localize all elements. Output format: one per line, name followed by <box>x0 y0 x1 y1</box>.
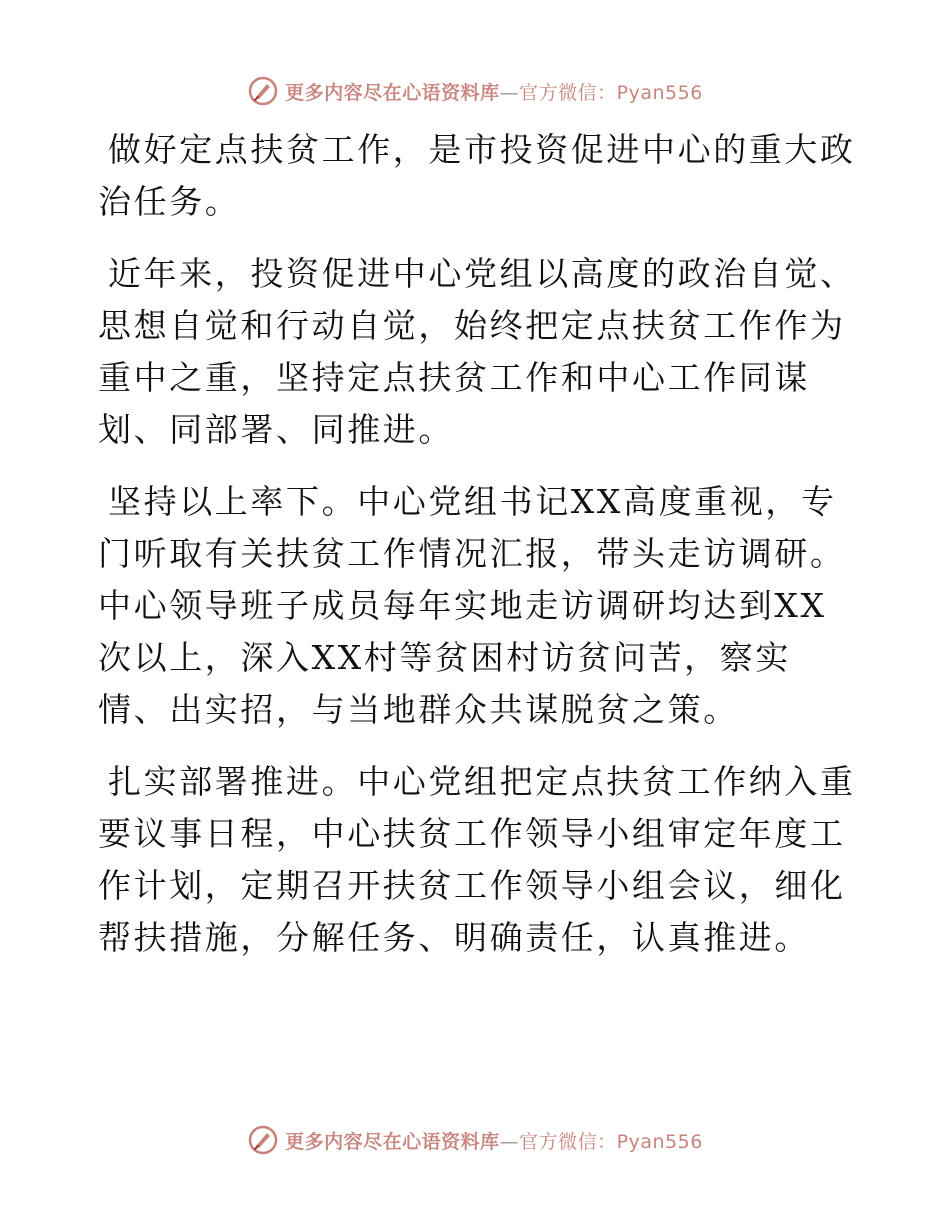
watermark-text <box>285 1127 703 1154</box>
document-body <box>98 124 858 984</box>
watermark-dash: — <box>499 1130 520 1153</box>
paragraph-text: 扎实部署推进。中心党组把定点扶贫工作纳入重要议事日程，中心扶贫工作领导小组审定年度工作计划，定期召开扶贫工作领导小组会议，细化帮扶措施，分解任务、明确责任，认真推进。 <box>98 762 856 957</box>
paragraph-text: 近年来，投资促进中心党组以高度的政治自觉、思想自觉和行动自觉，始终把定点扶贫工作作为重中之重，坚持定点扶贫工作和中心工作同谋划、同部署、同推进。 <box>98 254 856 449</box>
watermark-wechat: 官方微信：Pyan556 <box>519 81 703 104</box>
paragraph-1 <box>98 124 858 228</box>
paragraph-text: 做好定点扶贫工作，是市投资促进中心的重大政治任务。 <box>98 130 856 221</box>
watermark-wechat: 官方微信：Pyan556 <box>519 1130 703 1153</box>
paragraph-3 <box>98 476 858 736</box>
quill-logo-icon <box>247 75 279 107</box>
watermark-brand: 更多内容尽在心语资料库 <box>285 81 500 104</box>
quill-logo-icon <box>247 1124 279 1156</box>
footer-watermark <box>0 1120 950 1160</box>
watermark-brand: 更多内容尽在心语资料库 <box>285 1130 500 1153</box>
header-watermark <box>0 71 950 111</box>
paragraph-4 <box>98 756 858 964</box>
watermark-text <box>285 78 703 105</box>
paragraph-2 <box>98 248 858 456</box>
watermark-dash: — <box>499 81 520 104</box>
paragraph-text: 坚持以上率下。中心党组书记XX高度重视，专门听取有关扶贫工作情况汇报，带头走访调研。中心领导班子成员每年实地走访调研均达到XX次以上，深入XX村等贫困村访贫问苦，察实情、出实招，与当地群众共谋脱贫之策。 <box>98 482 846 729</box>
